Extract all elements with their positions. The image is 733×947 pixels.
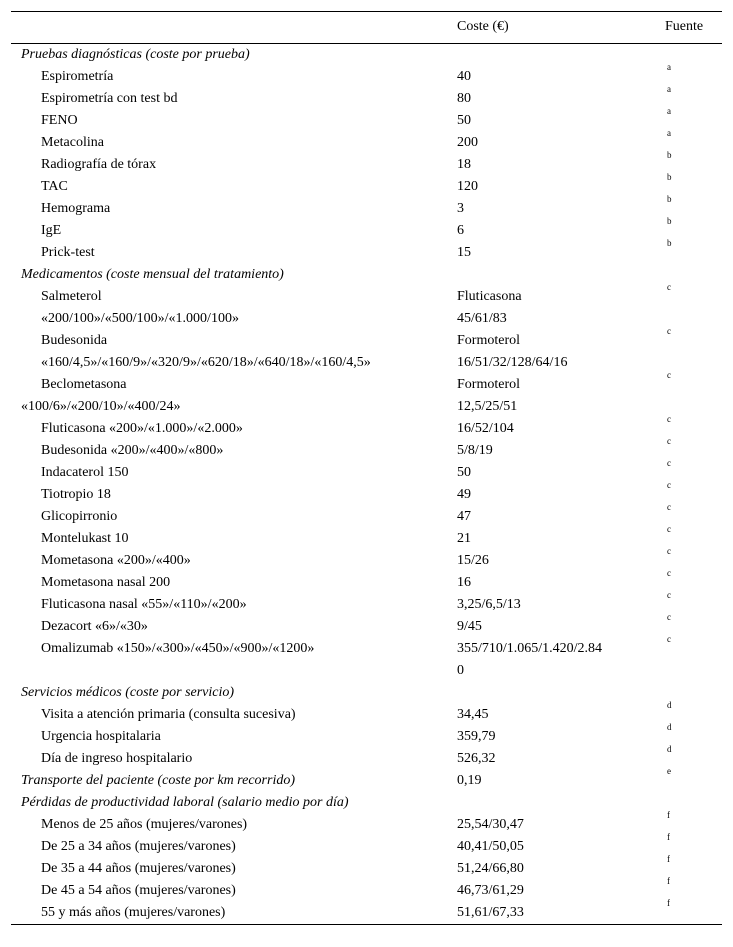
section-row — [11, 766, 722, 792]
table-row — [11, 326, 722, 352]
row-label: Omalizumab «150»/«300»/«450»/«900»/«1200» — [41, 641, 315, 656]
table-body — [11, 44, 722, 925]
table-header — [11, 11, 722, 44]
row-label: Beclometasona — [41, 377, 127, 392]
row-source: b — [667, 238, 672, 248]
row-source: c — [667, 590, 671, 600]
table-row — [11, 216, 722, 242]
row-cost: 49 — [457, 487, 471, 502]
row-label: «160/4,5»/«160/9»/«320/9»/«620/18»/«640/18»/«160/4,5» — [41, 355, 371, 370]
row-label: Fluticasona «200»/«1.000»/«2.000» — [41, 421, 243, 436]
row-cost: 15/26 — [457, 553, 489, 568]
row-cost: 51,61/67,33 — [457, 905, 524, 920]
table-row — [11, 854, 722, 880]
row-cost: 120 — [457, 179, 478, 194]
row-label: Pérdidas de productividad laboral (salario medio por día) — [21, 795, 349, 810]
table-row — [11, 370, 722, 396]
table-row — [11, 62, 722, 88]
row-label: TAC — [41, 179, 68, 194]
row-source: e — [667, 766, 671, 776]
row-cost: 0,19 — [457, 773, 482, 788]
row-source: c — [667, 436, 671, 446]
row-label: Espirometría con test bd — [41, 91, 178, 106]
row-label: De 35 a 44 años (mujeres/varones) — [41, 861, 236, 876]
row-source: c — [667, 370, 671, 380]
row-label: «100/6»/«200/10»/«400/24» — [21, 399, 181, 414]
row-source: c — [667, 502, 671, 512]
row-source: f — [667, 854, 670, 864]
row-cost: 359,79 — [457, 729, 496, 744]
row-cost: 5/8/19 — [457, 443, 493, 458]
row-source: b — [667, 194, 672, 204]
table-row — [11, 106, 722, 132]
section-row — [11, 682, 722, 704]
cost-table — [11, 11, 722, 925]
row-label: Tiotropio 18 — [41, 487, 111, 502]
table-row — [11, 568, 722, 594]
row-source: f — [667, 832, 670, 842]
row-label: Radiografía de tórax — [41, 157, 157, 172]
table-row — [11, 282, 722, 308]
row-cost: 526,32 — [457, 751, 496, 766]
row-cost: 51,24/66,80 — [457, 861, 524, 876]
table-row — [11, 832, 722, 858]
row-cost: 200 — [457, 135, 478, 150]
table-row — [11, 810, 722, 836]
row-label: De 45 a 54 años (mujeres/varones) — [41, 883, 236, 898]
row-label: Espirometría — [41, 69, 114, 84]
row-cost: 40 — [457, 69, 471, 84]
row-source: a — [667, 106, 671, 116]
row-cost: Fluticasona — [457, 289, 522, 304]
row-source: c — [667, 414, 671, 424]
row-cost: 34,45 — [457, 707, 489, 722]
row-cost: 25,54/30,47 — [457, 817, 524, 832]
row-cost: 40,41/50,05 — [457, 839, 524, 854]
row-cost: 21 — [457, 531, 471, 546]
table-row — [11, 898, 722, 925]
row-label: Urgencia hospitalaria — [41, 729, 161, 744]
row-label: Glicopirronio — [41, 509, 118, 524]
table-row — [11, 352, 722, 374]
row-cost: 3 — [457, 201, 464, 216]
row-source: b — [667, 216, 672, 226]
row-source: c — [667, 568, 671, 578]
row-source: c — [667, 282, 671, 292]
row-label: Menos de 25 años (mujeres/varones) — [41, 817, 248, 832]
row-cost: 46,73/61,29 — [457, 883, 524, 898]
table-row — [11, 590, 722, 616]
row-source: a — [667, 84, 671, 94]
row-label: 55 y más años (mujeres/varones) — [41, 905, 226, 920]
row-source: b — [667, 172, 672, 182]
row-label: De 25 a 34 años (mujeres/varones) — [41, 839, 236, 854]
row-label: Mometasona nasal 200 — [41, 575, 171, 590]
row-label: Indacaterol 150 — [41, 465, 129, 480]
row-cost: Formoterol — [457, 333, 520, 348]
table-row — [11, 238, 722, 264]
row-cost: 15 — [457, 245, 471, 260]
row-label: Día de ingreso hospitalario — [41, 751, 193, 766]
table-row — [11, 458, 722, 484]
row-label: IgE — [41, 223, 62, 238]
row-cost: 16/52/104 — [457, 421, 514, 436]
section-row — [11, 44, 722, 66]
row-label: Transporte del paciente (coste por km recorrido) — [21, 773, 295, 788]
header-cost: Coste (€) — [457, 19, 509, 34]
row-source: c — [667, 634, 671, 644]
row-source: d — [667, 744, 672, 754]
row-source: d — [667, 700, 672, 710]
row-source: f — [667, 810, 670, 820]
row-cost: 0 — [457, 663, 464, 678]
row-source: a — [667, 128, 671, 138]
row-label: FENO — [41, 113, 78, 128]
row-label: «200/100»/«500/100»/«1.000/100» — [41, 311, 239, 326]
table-row — [11, 660, 722, 682]
header-source: Fuente — [665, 19, 704, 34]
row-label: Mometasona «200»/«400» — [41, 553, 191, 568]
row-cost: 16 — [457, 575, 471, 590]
row-label: Metacolina — [41, 135, 104, 150]
table-row — [11, 612, 722, 638]
table-row — [11, 634, 722, 660]
row-label: Dezacort «6»/«30» — [41, 619, 148, 634]
row-cost: 45/61/83 — [457, 311, 507, 326]
row-source: c — [667, 458, 671, 468]
row-cost: 47 — [457, 509, 471, 524]
table-row — [11, 700, 722, 726]
row-cost: Formoterol — [457, 377, 520, 392]
table-row — [11, 128, 722, 154]
row-source: c — [667, 480, 671, 490]
row-label: Fluticasona nasal «55»/«110»/«200» — [41, 597, 247, 612]
row-cost: 80 — [457, 91, 471, 106]
row-cost: 12,5/25/51 — [457, 399, 518, 414]
table-row — [11, 414, 722, 440]
table-row — [11, 84, 722, 110]
row-label: Budesonida «200»/«400»/«800» — [41, 443, 224, 458]
table-row — [11, 524, 722, 550]
table-row — [11, 308, 722, 330]
table-row — [11, 436, 722, 462]
row-cost: 50 — [457, 113, 471, 128]
row-label: Salmeterol — [41, 289, 102, 304]
row-cost: 16/51/32/128/64/16 — [457, 355, 568, 370]
table-row — [11, 876, 722, 902]
row-source: c — [667, 546, 671, 556]
row-label: Pruebas diagnósticas (coste por prueba) — [21, 47, 250, 62]
row-label: Visita a atención primaria (consulta sucesiva) — [41, 707, 296, 722]
table-row — [11, 480, 722, 506]
row-cost: 355/710/1.065/1.420/2.84 — [457, 641, 603, 656]
row-source: c — [667, 612, 671, 622]
row-source: a — [667, 62, 671, 72]
row-label: Budesonida — [41, 333, 108, 348]
table-row — [11, 744, 722, 770]
row-cost: 18 — [457, 157, 471, 172]
table-row — [11, 546, 722, 572]
section-row — [11, 264, 722, 286]
row-label: Medicamentos (coste mensual del tratamiento) — [21, 267, 284, 282]
row-cost: 50 — [457, 465, 471, 480]
row-label: Prick-test — [41, 245, 95, 260]
row-label: Montelukast 10 — [41, 531, 129, 546]
row-cost: 9/45 — [457, 619, 482, 634]
row-source: c — [667, 326, 671, 336]
row-source: f — [667, 876, 670, 886]
table-row — [11, 722, 722, 748]
row-source: f — [667, 898, 670, 908]
row-source: c — [667, 524, 671, 534]
table-row — [11, 502, 722, 528]
row-source: b — [667, 150, 672, 160]
row-cost: 6 — [457, 223, 464, 238]
section-row — [11, 792, 722, 814]
row-cost: 3,25/6,5/13 — [457, 597, 521, 612]
row-label: Servicios médicos (coste por servicio) — [21, 685, 235, 700]
row-source: d — [667, 722, 672, 732]
table-row — [11, 194, 722, 220]
table-row — [11, 396, 722, 418]
row-label: Hemograma — [41, 201, 111, 216]
table-row — [11, 172, 722, 198]
table-row — [11, 150, 722, 176]
